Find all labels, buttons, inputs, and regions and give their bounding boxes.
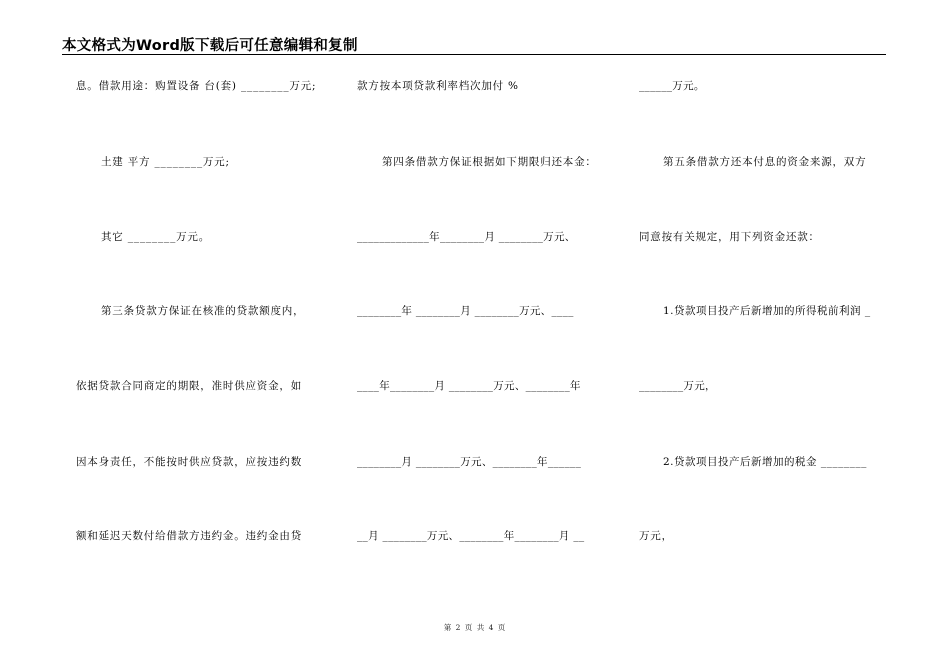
document-header-title: 本文格式为Word版下载后可任意编辑和复制 xyxy=(62,38,358,54)
header-divider xyxy=(62,54,886,55)
col2-line-1: 款方按本项贷款利率档次加付 % xyxy=(357,80,519,92)
col1-line-1: 息。借款用途：购置设备 台(套) ________万元; xyxy=(76,80,317,92)
col3-line-3: 同意按有关规定，用下列资金还款： xyxy=(639,231,820,243)
col3-line-5: ________万元， xyxy=(639,380,716,392)
col2-line-3: _____________年________月 ________万元、 xyxy=(357,231,576,243)
col2-line-2: 第四条借款方保证根据如下期限归还本金： xyxy=(382,156,597,168)
col3-line-4: 1.贷款项目投产后新增加的所得税前利润 _ xyxy=(663,305,871,317)
col2-line-5: ____年________月 ________万元、________年 xyxy=(357,380,581,392)
col1-line-7: 额和延迟天数付给借款方违约金。违约金由贷 xyxy=(76,530,302,542)
col3-line-1: ______万元。 xyxy=(639,80,705,92)
col2-line-4: ________年 ________月 ________万元、____ xyxy=(357,305,574,317)
col1-line-2: 土建 平方 ________万元; xyxy=(101,156,230,168)
col1-line-4: 第三条贷款方保证在核准的贷款额度内， xyxy=(101,305,305,317)
col1-line-6: 因本身责任，不能按时供应贷款，应按违约数 xyxy=(76,456,302,468)
col2-line-6: ________月 ________万元、________年______ xyxy=(357,456,582,468)
col2-line-7: __月 ________万元、________年________月 __ xyxy=(357,530,585,542)
page-number-footer: 第 2 页 共 4 页 xyxy=(443,623,507,632)
col1-line-3: 其它 ________万元。 xyxy=(101,231,211,243)
col3-line-7: 万元， xyxy=(639,530,673,542)
col3-line-6: 2.贷款项目投产后新增加的税金 ________ xyxy=(663,456,867,468)
col1-line-5: 依据贷款合同商定的期限，准时供应资金，如 xyxy=(76,380,302,392)
col3-line-2: 第五条借款方还本付息的资金来源，双方 xyxy=(663,156,867,168)
